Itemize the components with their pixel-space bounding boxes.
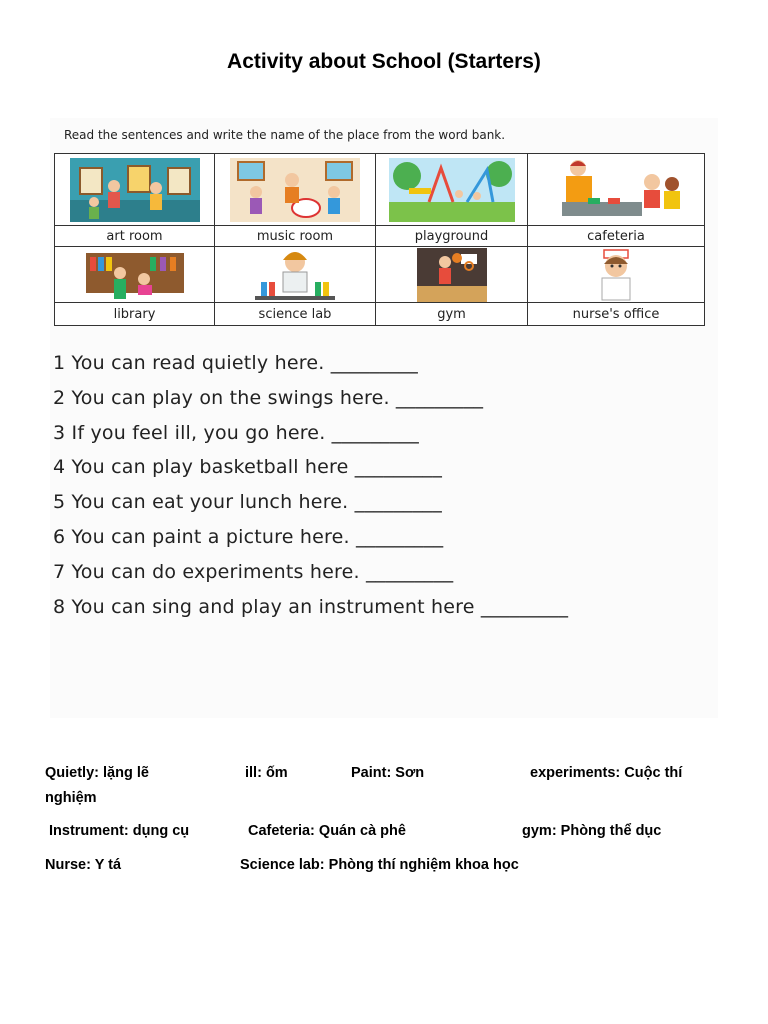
vocab-experiments-cont: nghiệm [45, 790, 97, 806]
vocab-instrument: Instrument: dụng cụ [49, 823, 190, 839]
word-art-room: art room [55, 226, 215, 247]
word-cafeteria: cafeteria [528, 226, 704, 247]
question-3: 3 If you feel ill, you go here. _________ [53, 422, 419, 444]
library-picture [55, 247, 215, 303]
question-8: 8 You can sing and play an instrument here _________ [53, 596, 569, 618]
instructions: Read the sentences and write the name of the place from the word bank. [64, 128, 506, 142]
question-4: 4 You can play basketball here _________ [53, 456, 443, 478]
word-playground: playground [376, 226, 528, 247]
music-room-picture [215, 154, 376, 226]
page-title: Activity about School (Starters) [227, 50, 541, 73]
word-music-room: music room [215, 226, 376, 247]
question-5: 5 You can eat your lunch here. _________ [53, 491, 442, 513]
science-lab-picture [215, 247, 376, 303]
vocab-quietly: Quietly: lặng lẽ [45, 765, 149, 781]
word-gym: gym [376, 303, 528, 325]
cafeteria-picture [528, 154, 704, 226]
vocab-cafeteria: Cafeteria: Quán cà phê [248, 823, 406, 839]
vocab-gym: gym: Phòng thể dục [522, 823, 662, 839]
playground-picture [376, 154, 528, 226]
vocab-experiments: experiments: Cuộc thí [530, 765, 683, 781]
gym-picture [376, 247, 528, 303]
question-6: 6 You can paint a picture here. _________ [53, 526, 444, 548]
word-science-lab: science lab [215, 303, 376, 325]
vocab-ill: ill: ốm [245, 765, 288, 781]
nurses-office-picture [528, 247, 704, 303]
question-7: 7 You can do experiments here. _________ [53, 561, 454, 583]
word-nurses-office: nurse's office [572, 306, 660, 322]
vocab-paint: Paint: Sơn [351, 765, 425, 781]
question-2: 2 You can play on the swings here. _________ [53, 387, 484, 409]
question-1: 1 You can read quietly here. _________ [53, 352, 418, 374]
vocab-science-lab: Science lab: Phòng thí nghiệm khoa học [240, 857, 519, 873]
art-room-picture [55, 154, 215, 226]
word-library: library [55, 303, 215, 325]
word-bank-table [54, 153, 705, 326]
vocab-nurse: Nurse: Y tá [45, 857, 122, 873]
